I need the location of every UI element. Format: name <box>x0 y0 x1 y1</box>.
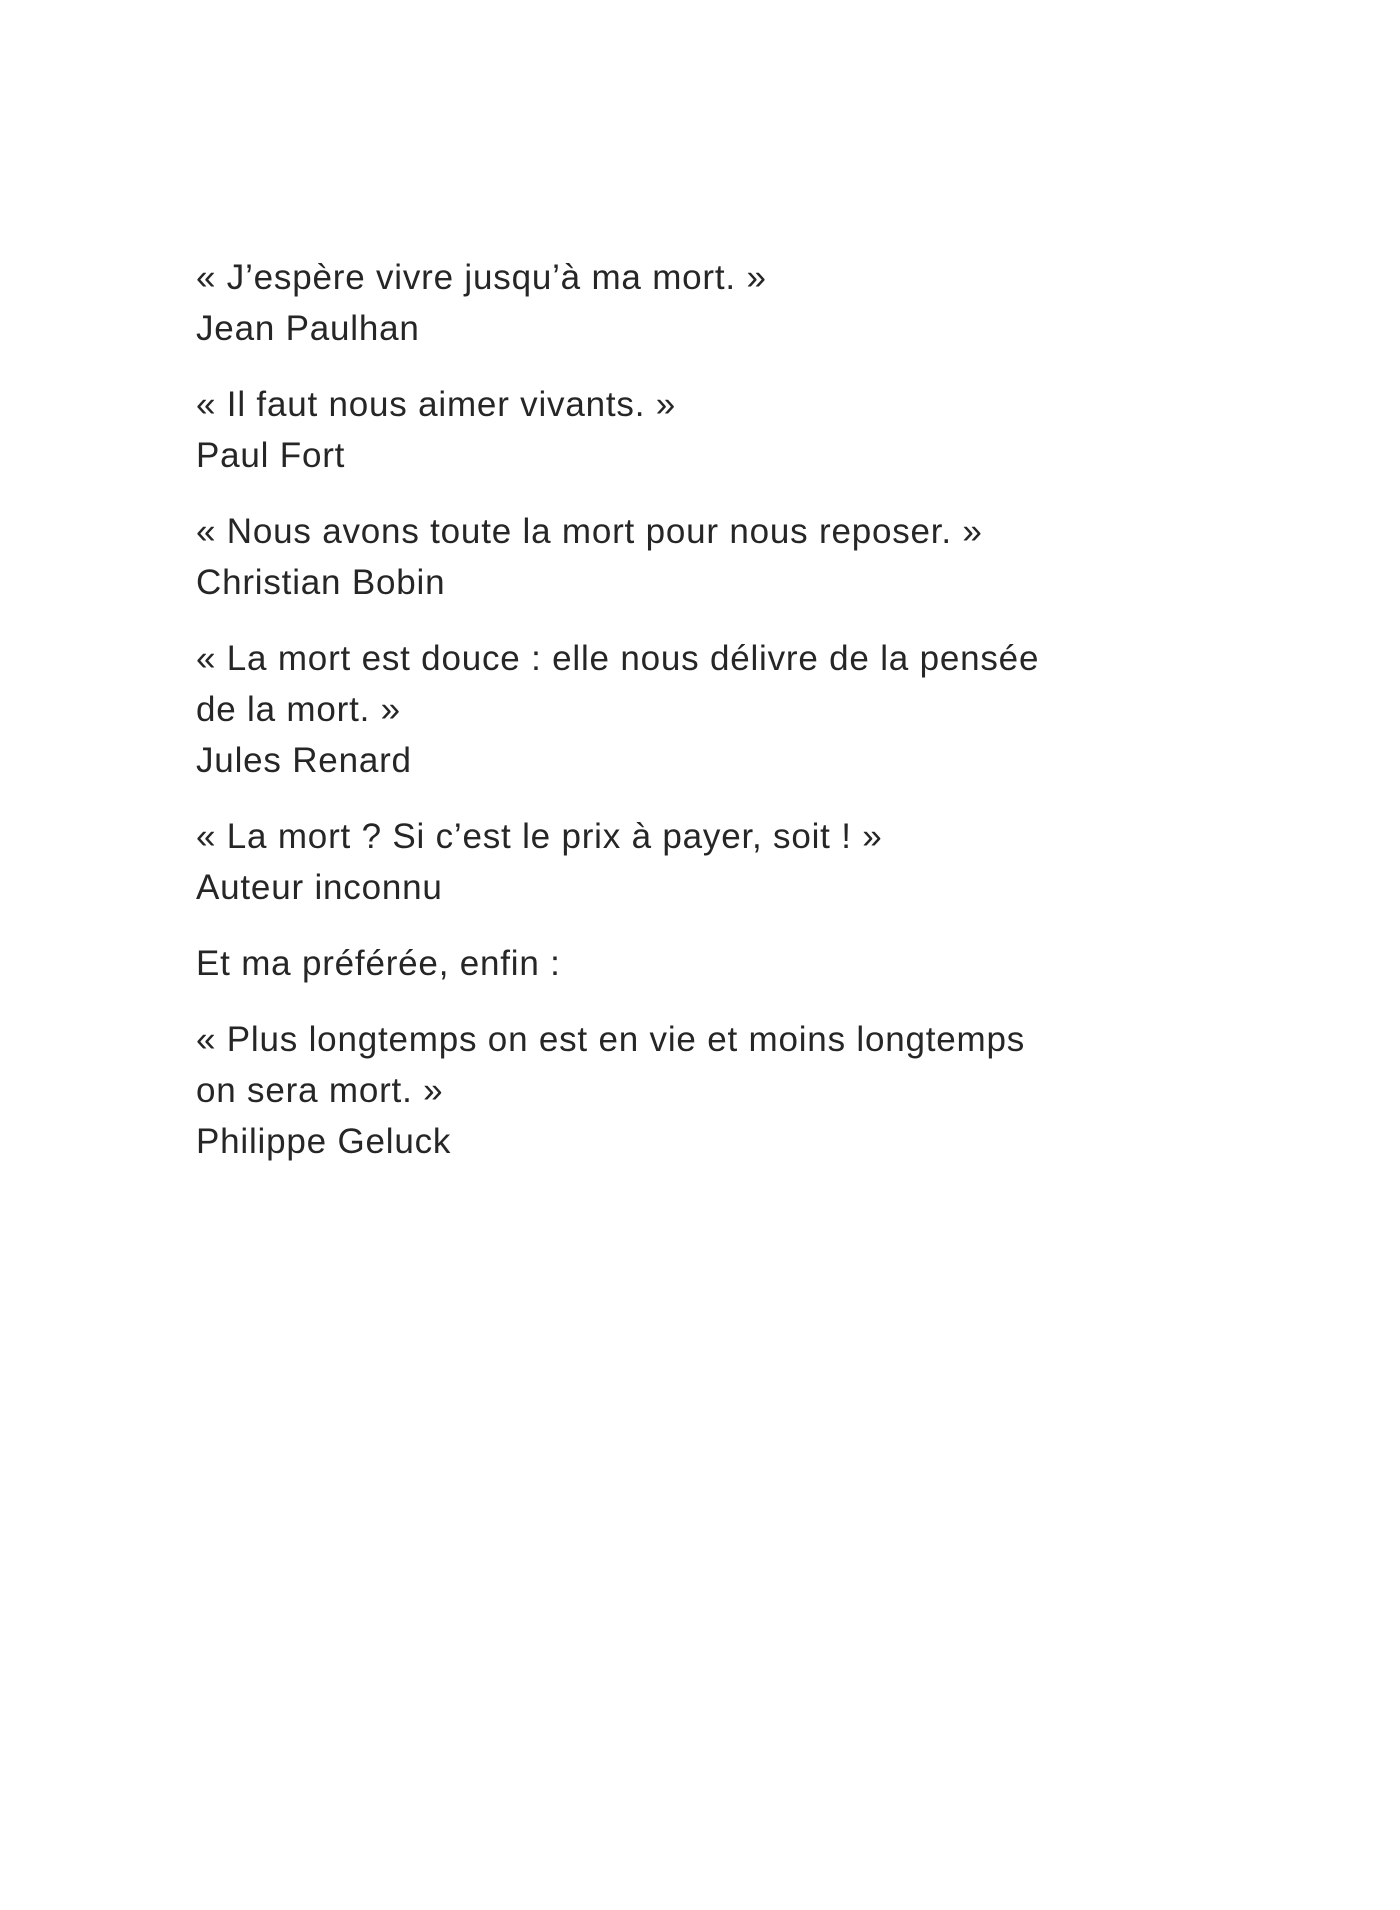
quote-block <box>196 506 1096 608</box>
quote-author: Jean Paulhan <box>196 309 420 348</box>
quote-text: « J’espère vivre jusqu’à ma mort. » <box>196 258 767 297</box>
quote-author: Philippe Geluck <box>196 1122 452 1161</box>
intro-text: Et ma préférée, enfin : <box>196 944 561 983</box>
quote-block <box>196 633 1096 786</box>
final-quote-block <box>196 1014 1096 1167</box>
quote-text: « La mort est douce : elle nous délivre de la pensée <box>196 639 1040 678</box>
quote-text: « Il faut nous aimer vivants. » <box>196 385 677 424</box>
quote-author: Paul Fort <box>196 436 346 475</box>
quote-author: Auteur inconnu <box>196 868 443 907</box>
quote-text-continuation: on sera mort. » <box>196 1071 444 1110</box>
intro-block <box>196 938 1096 989</box>
quote-author: Jules Renard <box>196 741 412 780</box>
quote-text: « Plus longtemps on est en vie et moins longtemps <box>196 1020 1026 1059</box>
quote-author: Christian Bobin <box>196 563 446 602</box>
quote-text: « Nous avons toute la mort pour nous reposer. » <box>196 512 983 551</box>
quotes-section <box>196 252 1096 1192</box>
quote-block <box>196 252 1096 354</box>
quote-block <box>196 811 1096 913</box>
quote-text-continuation: de la mort. » <box>196 690 401 729</box>
quote-block <box>196 379 1096 481</box>
quote-text: « La mort ? Si c’est le prix à payer, soit ! » <box>196 817 883 856</box>
